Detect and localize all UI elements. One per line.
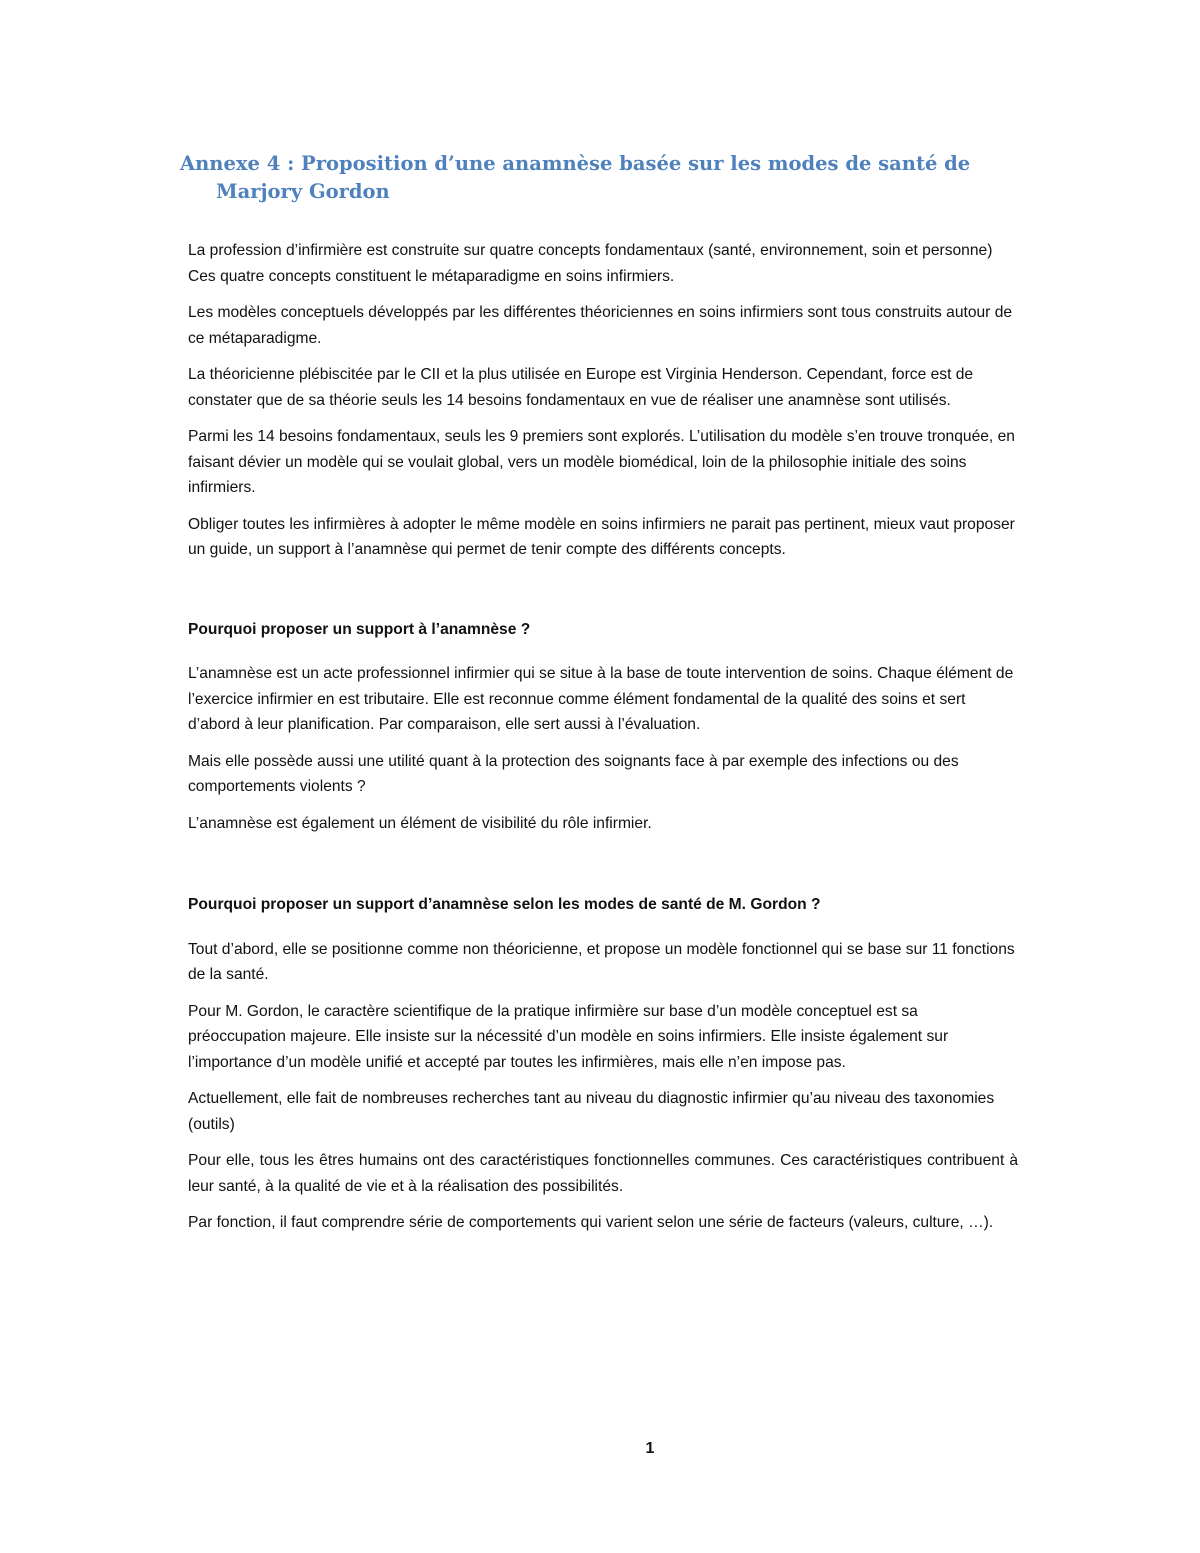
section1-paragraph-3: L’anamnèse est également un élément de visibilité du rôle infirmier. [188, 814, 652, 832]
intro-paragraph-1: La profession d’infirmière est construite sur quatre concepts fondamentaux (santé, environnement, soin et personne) Ces quatre concepts constituent le métaparadigme en soins infirmiers. [188, 242, 993, 285]
section2-paragraph-2: Pour M. Gordon, le caractère scientifique de la pratique infirmière sur base d’un modèle conceptuel est sa préoccupation majeure. Elle insiste sur la nécessité d’un modèle en soins infirmiers. Elle insiste également sur l’importance d’un modèle unifié et accepté par toutes les infirmières, mais elle n’en impose pas. [188, 1002, 949, 1071]
section2-heading: Pourquoi proposer un support d’anamnèse selon les modes de santé de M. Gordon ? [188, 896, 821, 913]
section2-paragraph-5: Par fonction, il faut comprendre série de comportements qui varient selon une série de facteurs (valeurs, culture, …). [188, 1214, 994, 1231]
section1-heading: Pourquoi proposer un support à l’anamnèse ? [188, 620, 531, 638]
intro-paragraph-2: Les modèles conceptuels développés par les différentes théoriciennes en soins infirmiers sont tous construits autour de ce métaparadigme. [188, 304, 1013, 347]
intro-paragraph-5: Obliger toutes les infirmières à adopter le même modèle en soins infirmiers ne parait pas pertinent, mieux vaut proposer un guide, un support à l’anamnèse qui permet de tenir compte des différents concepts. [188, 515, 1015, 558]
page-content [180, 150, 1018, 1247]
section1-paragraph-1: L’anamnèse est un acte professionnel infirmier qui se situe à la base de toute intervention de soins. Chaque élément de l’exercice infirmier en est tributaire. Elle est reconnue comme élément fondamental de la qualité des soins et sert d’abord à leur planification. Par comparaison, elle sert aussi à l’évaluation. [188, 665, 1014, 733]
document-title: Annexe 4 : Proposition d’une anamnèse basée sur les modes de santé de Marjory Gordon [180, 152, 971, 203]
section2-paragraph-4: Pour elle, tous les êtres humains ont des caractéristiques fonctionnelles communes. Ces caractéristiques contribuent à leur santé, à la qualité de vie et à la réalisation des possibilités. [188, 1152, 1018, 1195]
intro-paragraph-4: Parmi les 14 besoins fondamentaux, seuls les 9 premiers sont explorés. L’utilisation du modèle s’en trouve tronquée, en faisant dévier un modèle qui se voulait global, vers un modèle biomédical, loin de la philosophie initiale des soins infirmiers. [188, 428, 1015, 496]
section1-paragraph-2: Mais elle possède aussi une utilité quant à la protection des soignants face à par exemple des infections ou des comportements violents ? [188, 752, 959, 795]
section2-paragraph-1: Tout d’abord, elle se positionne comme non théoricienne, et propose un modèle fonctionnel qui se base sur 11 fonctions de la santé. [188, 940, 1015, 983]
section2-paragraph-3: Actuellement, elle fait de nombreuses recherches tant au niveau du diagnostic infirmier qu’au niveau des taxonomies (outils) [188, 1090, 995, 1133]
intro-paragraph-3: La théoricienne plébiscitée par le CII et la plus utilisée en Europe est Virginia Henderson. Cependant, force est de constater que de sa théorie seuls les 14 besoins fondamentaux en vue de réaliser une anamnèse sont utilisés. [188, 366, 974, 409]
page-number: 1 [645, 1440, 655, 1457]
